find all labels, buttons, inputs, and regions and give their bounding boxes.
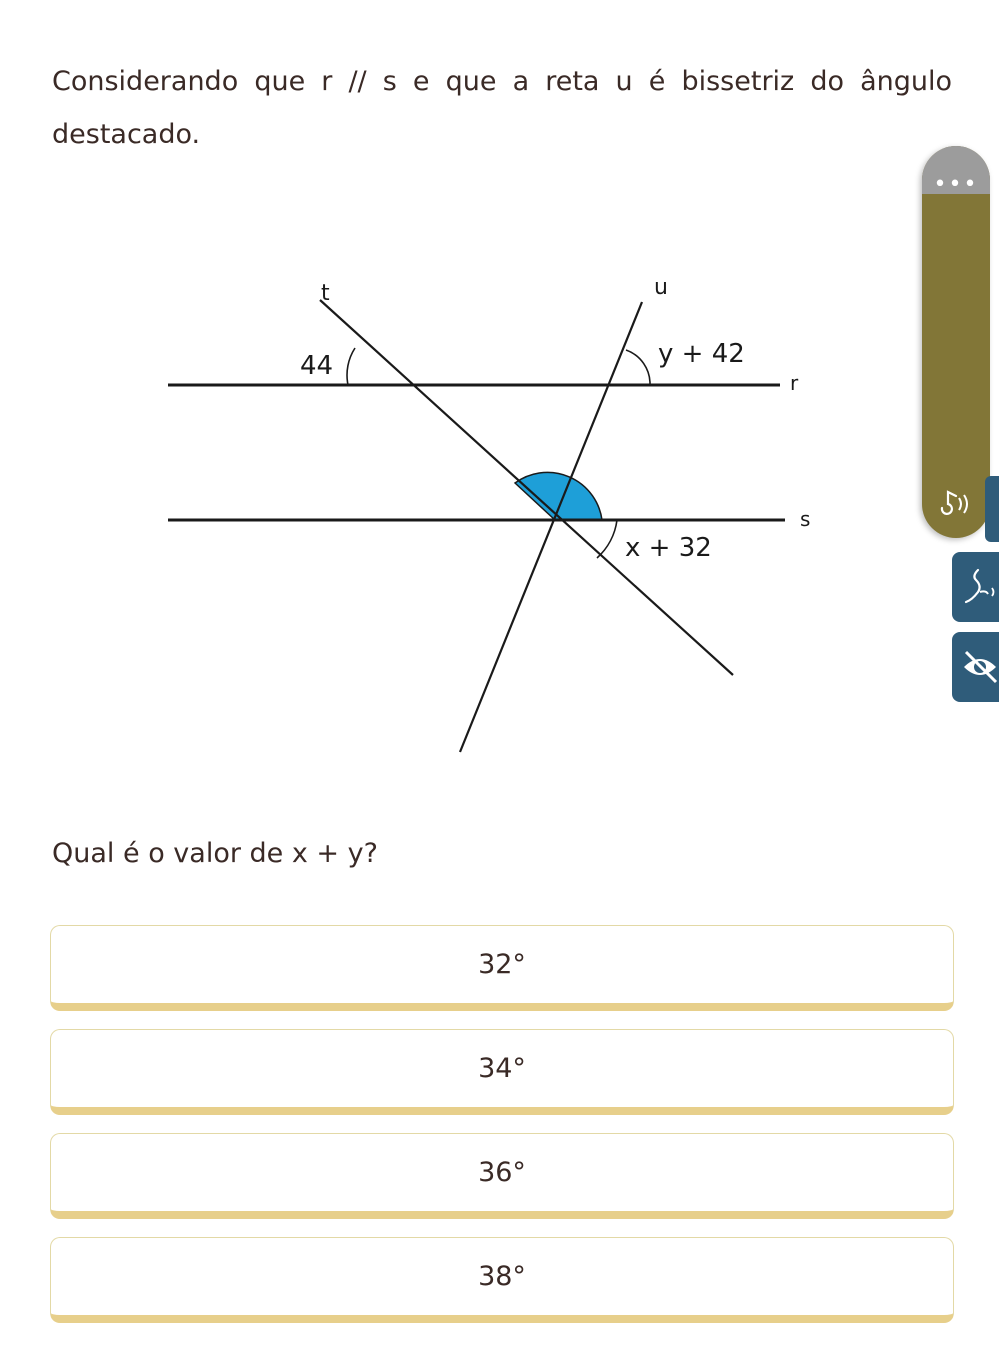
question-statement: Considerando que r // s e que a reta u é bissetriz do ângulo destacado.: [52, 66, 952, 150]
label-r: r: [790, 371, 799, 395]
figure-svg: [150, 270, 830, 760]
geometry-figure: [150, 270, 830, 760]
visibility-tab[interactable]: [952, 632, 999, 702]
label-t: t: [321, 281, 330, 306]
side-tab-top[interactable]: [985, 476, 999, 542]
audio-icon[interactable]: [934, 486, 978, 522]
question-text: Qual é o valor de x + y?: [52, 838, 378, 869]
angle-arc-y: [626, 350, 650, 385]
line-u: [460, 302, 642, 752]
hand-icon: [952, 552, 999, 622]
angle-arc-44: [347, 348, 355, 385]
eye-slash-icon: [952, 632, 999, 702]
option-d[interactable]: 38°: [50, 1237, 954, 1323]
answer-options: [50, 925, 954, 1341]
accessibility-panel[interactable]: [922, 146, 990, 538]
label-angle-x: x + 32: [625, 533, 712, 563]
label-s: s: [800, 507, 811, 531]
sign-language-tab[interactable]: [952, 552, 999, 622]
label-angle-y: y + 42: [658, 339, 745, 369]
angle-arc-x: [597, 520, 617, 558]
option-b[interactable]: 34°: [50, 1029, 954, 1115]
option-a[interactable]: 32°: [50, 925, 954, 1011]
highlighted-angle: [515, 472, 602, 520]
option-c[interactable]: 36°: [50, 1133, 954, 1219]
label-u: u: [654, 275, 668, 300]
dots-icon[interactable]: •••: [933, 172, 979, 197]
label-angle-44: 44: [300, 351, 334, 381]
